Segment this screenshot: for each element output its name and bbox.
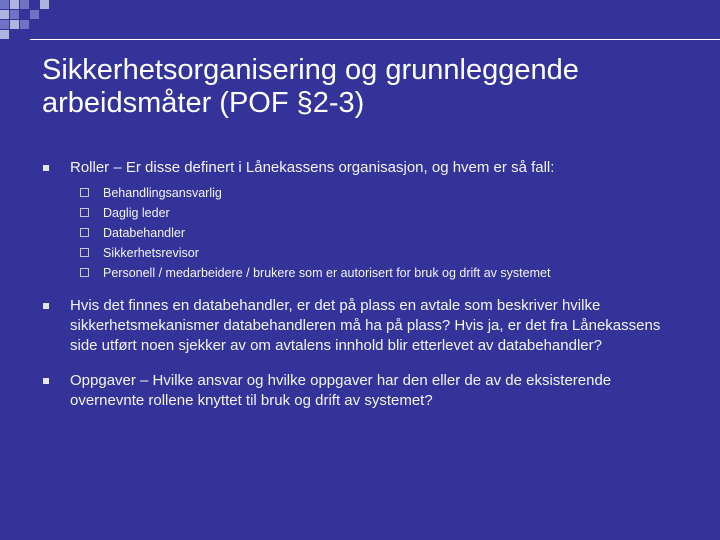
sub-bullet-text: Daglig leder xyxy=(103,206,170,220)
checkbox-bullet-icon xyxy=(80,268,89,277)
checkbox-bullet-icon xyxy=(80,228,89,237)
bullet-text: Hvis det finnes en databehandler, er det på plass en avtale som beskriver hvilke sikkerhetsmekanismer databehandleren må ha på plass? Hvis ja, er det fra Lånekassens side utført noen sjekker av om avtalens innhold blir etterlevet av databehandler? xyxy=(70,297,661,354)
square-bullet-icon xyxy=(43,303,49,309)
title-line-2: arbeidsmåter (POF §2-3) xyxy=(42,87,365,119)
sub-bullet xyxy=(70,243,682,263)
slide-title xyxy=(42,54,692,120)
checkbox-bullet-icon xyxy=(80,208,89,217)
bullet-roles xyxy=(42,158,682,283)
corner-decoration xyxy=(0,0,60,50)
sub-bullet-text: Personell / medarbeidere / brukere som er autorisert for bruk og drift av systemet xyxy=(103,266,551,280)
bullet-data-processor xyxy=(42,296,682,356)
sub-bullet xyxy=(70,263,682,283)
bullet-text: Oppgaver – Hvilke ansvar og hvilke oppgaver har den eller de av de eksisterende overnevnte rollene knyttet til bruk og drift av systemet? xyxy=(70,372,612,409)
checkbox-bullet-icon xyxy=(80,188,89,197)
bullet-text: Roller – Er disse definert i Lånekassens organisasjon, og hvem er så fall: xyxy=(70,159,555,176)
title-divider xyxy=(30,39,720,40)
sub-bullet xyxy=(70,183,682,203)
sub-bullet xyxy=(70,223,682,243)
checkbox-bullet-icon xyxy=(80,248,89,257)
square-bullet-icon xyxy=(43,165,49,171)
sub-bullet xyxy=(70,203,682,223)
square-bullet-icon xyxy=(43,378,49,384)
title-line-1: Sikkerhetsorganisering og grunnleggende xyxy=(42,54,579,86)
sub-bullet-text: Sikkerhetsrevisor xyxy=(103,246,199,260)
roles-sublist xyxy=(70,183,682,283)
sub-bullet-text: Databehandler xyxy=(103,226,186,240)
sub-bullet-text: Behandlingsansvarlig xyxy=(103,186,222,200)
bullet-tasks xyxy=(42,371,682,411)
bullet-list xyxy=(42,158,682,411)
